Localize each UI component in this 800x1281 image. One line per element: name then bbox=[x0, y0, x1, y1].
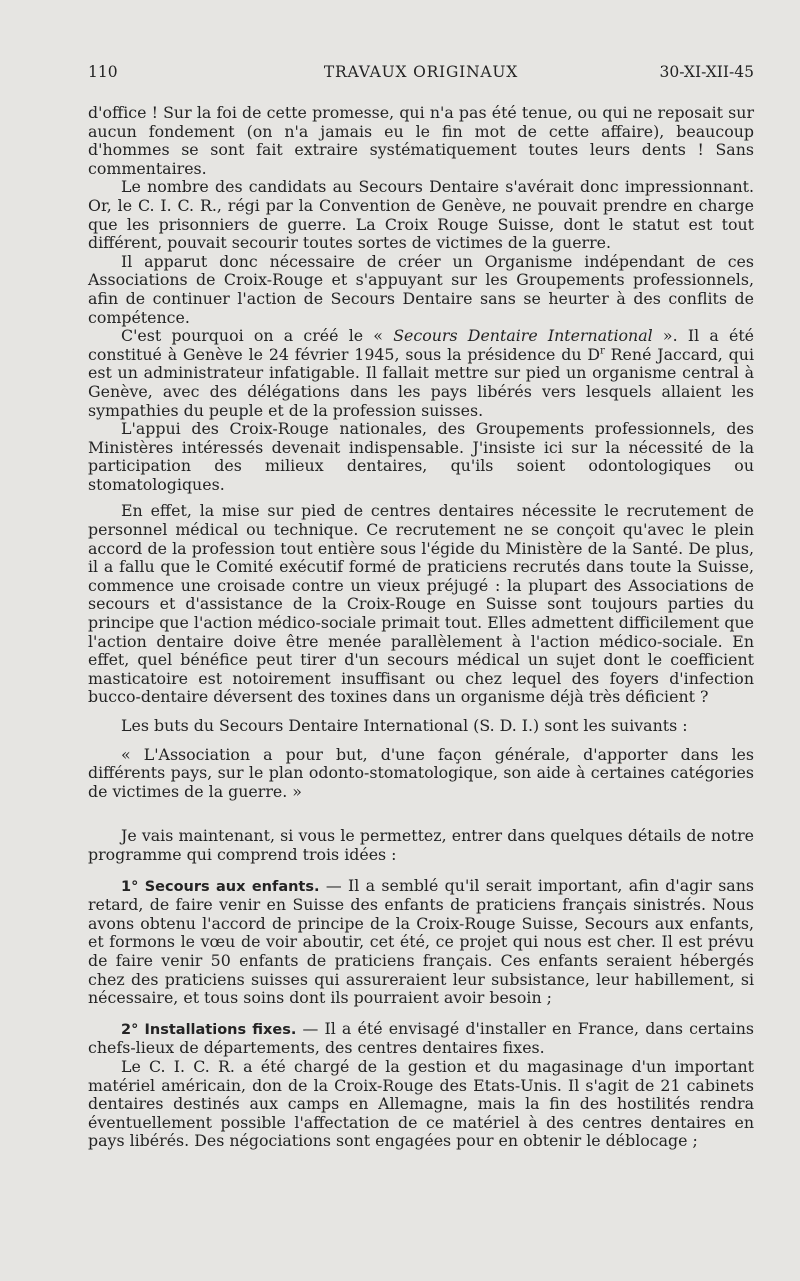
article-body bbox=[88, 104, 754, 1151]
paragraph-continuation: d'office ! Sur la foi de cette promesse, qui n'a pas été tenue, ou qui ne reposait sur aucun fondement (on n'a jamais eu le fin mot de cette affaire), beaucoup d'hommes se sont fait extraire systématiquement toutes leurs dents ! Sans commentaires. bbox=[88, 103, 754, 178]
paragraph-candidates: Le nombre des candidats au Secours Dentaire s'avérait donc impressionnant. Or, le C. I. C. R., régi par la Convention de Genève, ne pouvait prendre en charge que les prisonniers de guerre. La Croix Rouge Suisse, dont le statut est tout différent, pouvait secourir toutes sortes de victimes de la guerre. bbox=[88, 177, 754, 253]
page-number: 110 bbox=[88, 63, 118, 81]
paragraph-goals-quote: « L'Association a pour but, d'une façon générale, d'apporter dans les différents pays, sur le plan odonto-stomatologique, son aide à certaines catégories de victimes de la guerre. » bbox=[88, 744, 754, 801]
running-title: TRAVAUX ORIGINAUX bbox=[323, 63, 519, 81]
sdi-name: Secours Dentaire International bbox=[393, 326, 653, 346]
section-heading-installations: 2° Installations fixes. bbox=[121, 1021, 297, 1038]
running-header bbox=[88, 63, 754, 87]
issue-date: 30-XI-XII-45 bbox=[659, 63, 754, 81]
paragraph-american-equipment: Le C. I. C. R. a été chargé de la gestion et du magasinage d'un important matériel américain, don de la Croix-Rouge des Etats-Unis. Il s'agit de 21 cabinets dentaires destinés aux camps en Allemagne, mais la fin des hostilités rendra éventuellement possible l'affectation de ce matériel à des centres dentaires en pays libérés. Des négociations sont engagées pour en obtenir le déblocage ; bbox=[88, 1056, 754, 1151]
paragraph-children-aid: 1° Secours aux enfants. — Il a semblé qu'il serait important, afin d'agir sans retard, de faire venir en Suisse des enfants de praticiens français sinistrés. Nous avons obtenu l'accord de principe de la Croix-Rouge Suisse, Secours aux enfants, et formons le vœu de voir aboutir, cet été, ce projet qui nous est cher. Il est prévu de faire venir 50 enfants de praticiens français. Ces enfants seraient hébergés chez des praticiens suisses qui assureraient leur subsistance, leur habillement, si nécessaire, et tous soins dont ils pourraient avoir besoin ; bbox=[88, 875, 754, 1008]
paragraph-sdi-creation: C'est pourquoi on a créé le « Secours Dentaire International ». Il a été constitué à Genève le 24 février 1945, sous la présidence du $D^r$ René Jaccard, qui est un administrateur infatigable. Il fallait mettre sur pied un organisme central à Genève, avec des délégations dans les pays libérés vers lesquels allaient les sympathies du peuple et de la profession suisses. bbox=[88, 326, 755, 420]
paragraph-fixed-installations: 2° Installations fixes. — Il a été envisagé d'installer en France, dans certains chefs-lieux de départements, des centres dentaires fixes. bbox=[88, 1018, 755, 1058]
paragraph-program-intro: Je vais maintenant, si vous le permettez, entrer dans quelques détails de notre programme qui comprend trois idées : bbox=[88, 826, 754, 864]
paragraph-support: L'appui des Croix-Rouge nationales, des Groupements professionnels, des Ministères intéressés devenait indispensable. J'insiste ici sur la nécessité de la participation des milieux dentaires, qu'ils soient odontologiques ou stomatologiques. bbox=[88, 419, 754, 494]
paragraph-goals-intro: Les buts du Secours Dentaire International (S. D. I.) sont les suivants : bbox=[121, 716, 688, 735]
paragraph-organism: Il apparut donc nécessaire de créer un Organisme indépendant de ces Associations de Croix-Rouge et s'appuyant sur les Groupements professionnels, afin de continuer l'action de Secours Dentaire sans se heurter à des conflits de compétence. bbox=[88, 251, 754, 327]
paragraph-recruitment: En effet, la mise sur pied de centres dentaires nécessite le recrutement de personnel médical ou technique. Ce recrutement ne se conçoit qu'avec le plein accord de la profession tout entière sous l'égide du Ministère de la Santé. De plus, il a fallu que le Comité exécutif formé de praticiens recrutés dans toute la Suisse, commence une croisade contre un vieux préjugé : la plupart des Associations de secours et d'assistance de la Croix-Rouge en Suisse sont toujours parties du principe que l'action médico-sociale primait tout. Elles admettent difficilement que l'action dentaire doive être menée parallèlement à l'action médico-sociale. En effet, quel bénéfice peut tirer d'un secours médical un sujet dont le coefficient masticatoire est notoirement insuffisant ou chez lequel des foyers d'infection bucco-dentaire déversent des toxines dans un organisme déjà très déficient ? bbox=[88, 501, 754, 707]
section-heading-children: 1° Secours aux enfants. bbox=[121, 878, 320, 895]
